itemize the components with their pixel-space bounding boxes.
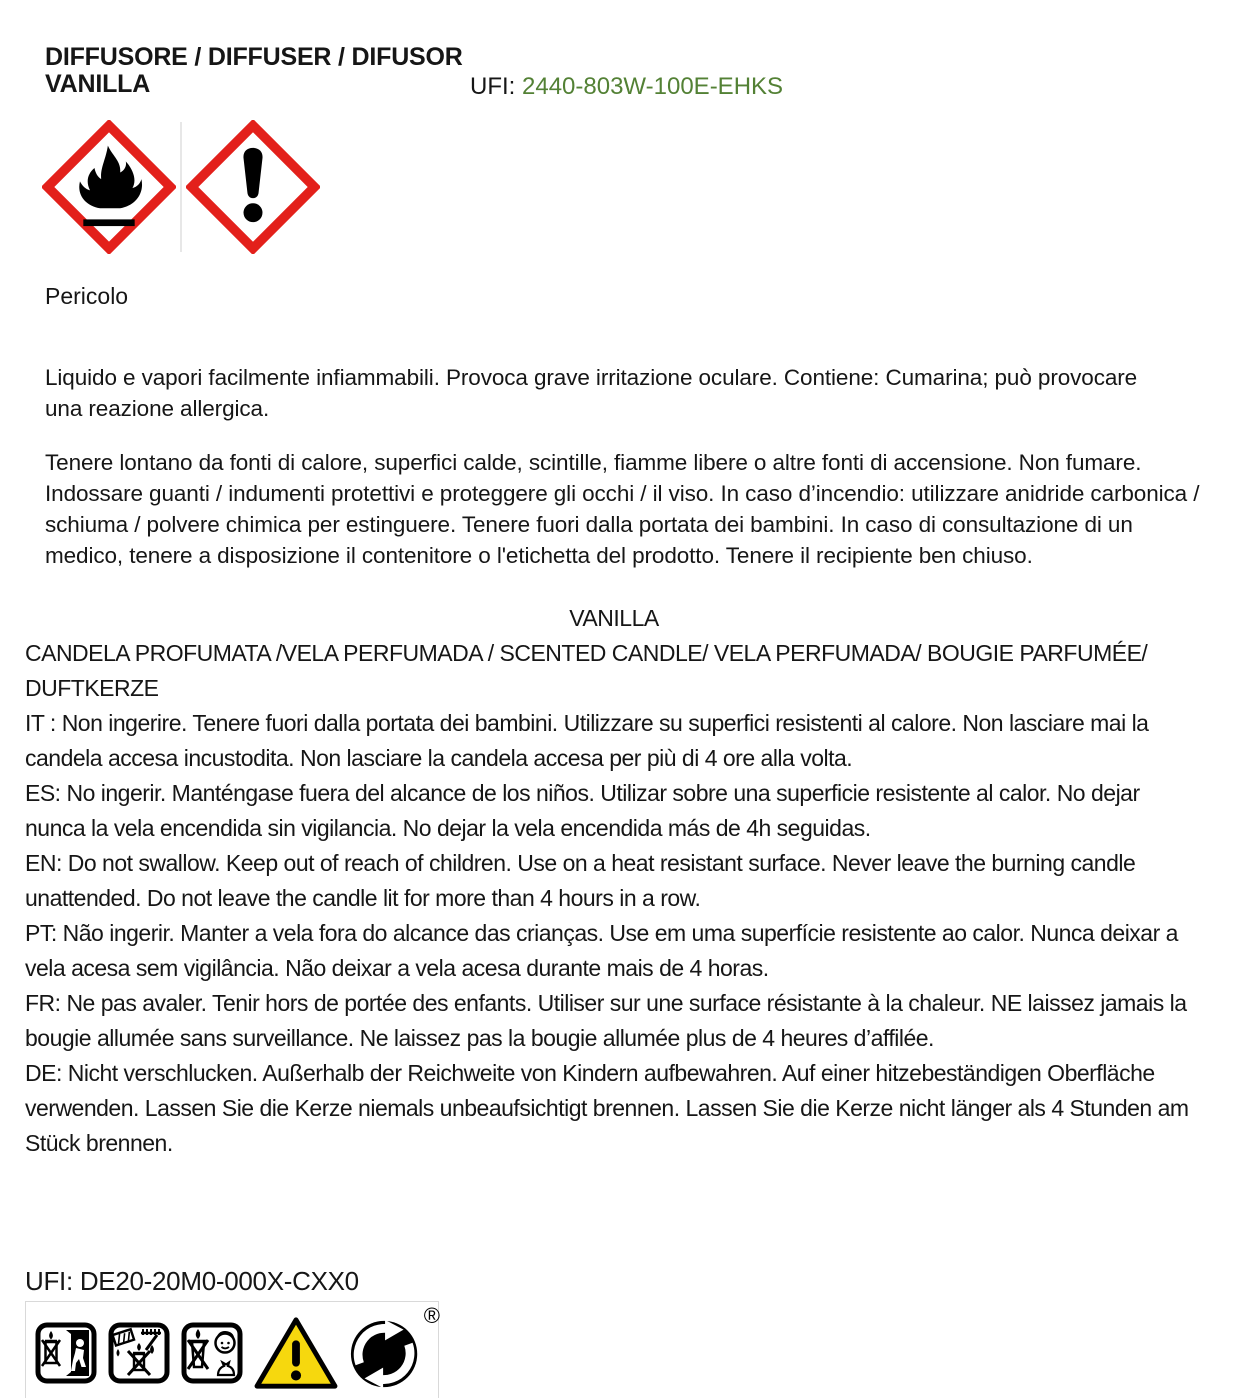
product-name: VANILLA (45, 70, 151, 98)
hazard-statements: Liquido e vapori facilmente infiammabili. Provoca grave irritazione oculare. Contiene: Cumarina; può provocare una reazione allergica. (45, 364, 1138, 421)
signal-word: Pericolo (45, 283, 129, 309)
precautionary-statements: Tenere lontano da fonti di calore, superfici calde, scintille, fiamme libere o altre fonti di accensione. Non fumare. Indossare guanti / indumenti protettivi e proteggere gli occhi / il viso. In caso d’incendio: utilizzare anidride carbonica / schiuma / polvere chimica per estinguere. Tenere fuori dalla portata dei bambini. In caso di consultazione di un medico, tenere a disposizione il contenitore o l'etichetta del prodotto. Tenere il recipiente ben chiuso. (45, 449, 1200, 568)
header (45, 44, 463, 98)
candle-section (25, 601, 1203, 1161)
keep-from-children-pets-icon (180, 1321, 244, 1385)
ghs-exclamation-icon (186, 120, 320, 254)
lang-line-it: IT : Non ingerire. Tenere fuori dalla portata dei bambini. Utilizzare su superfici resistenti al calore. Non lasciare mai la candela accesa incustodita. Non lasciare la candela accesa per più di 4 ore alla volta. (25, 710, 1149, 771)
ghs-pictograms (42, 120, 320, 254)
lang-line-fr: FR: Ne pas avaler. Tenir hors de portée des enfants. Utiliser sur une surface résistante à la chaleur. NE laissez jamais la bougie allumée sans surveillance. Ne laissez pas la bougie allumée plus de 4 heures d’affilée. (25, 990, 1187, 1051)
lang-line-es: ES: No ingerir. Manténgase fuera del alcance de los niños. Utilizar sobre una superficie resistente al calor. No dejar nunca la vela encendida sin vigilancia. No dejar la vela encendida más de 4h seguidas. (25, 780, 1140, 841)
keep-away-from-flammables-icon (107, 1321, 171, 1385)
never-leave-candle-unattended-icon (34, 1321, 98, 1385)
green-dot-recycling-icon (348, 1303, 440, 1393)
candle-subtitle: CANDELA PROFUMATA /VELA PERFUMADA / SCENTED CANDLE/ VELA PERFUMADA/ BOUGIE PARFUMÉE/ DUFTKERZE (25, 640, 1148, 701)
lang-line-en: EN: Do not swallow. Keep out of reach of children. Use on a heat resistant surface. Never leave the burning candle unattended. Do not leave the candle lit for more than 4 hours in a row. (25, 850, 1136, 911)
pictogram-divider (180, 122, 182, 252)
ufi-top (470, 73, 783, 101)
footer-ufi: UFI: DE20-20M0-000X-CXX0 (25, 1266, 359, 1296)
ufi-label: UFI: (470, 73, 516, 100)
registered-trademark: ® (423, 1303, 440, 1328)
safety-icons-box (25, 1301, 439, 1398)
ghs-flame-icon (42, 120, 176, 254)
candle-title: VANILLA (569, 605, 659, 631)
lang-line-pt: PT: Não ingerir. Manter a vela fora do alcance das crianças. Use em uma superfície resistente ao calor. Nunca deixar a vela acesa sem vigilância. Não deixar a vela acesa durante mais de 4 horas. (25, 920, 1178, 981)
ufi-code: 2440-803W-100E-EHKS (522, 73, 784, 100)
page-title: DIFFUSORE / DIFFUSER / DIFUSOR (45, 43, 463, 71)
lang-line-de: DE: Nicht verschlucken. Außerhalb der Reichweite von Kindern aufbewahren. Auf einer hitzebeständigen Oberfläche verwenden. Lassen Sie die Kerze niemals unbeaufsichtigt brennen. Lassen Sie die Kerze nicht länger als 4 Stunden am Stück brennen. (25, 1060, 1189, 1156)
warning-triangle-icon (253, 1314, 339, 1392)
